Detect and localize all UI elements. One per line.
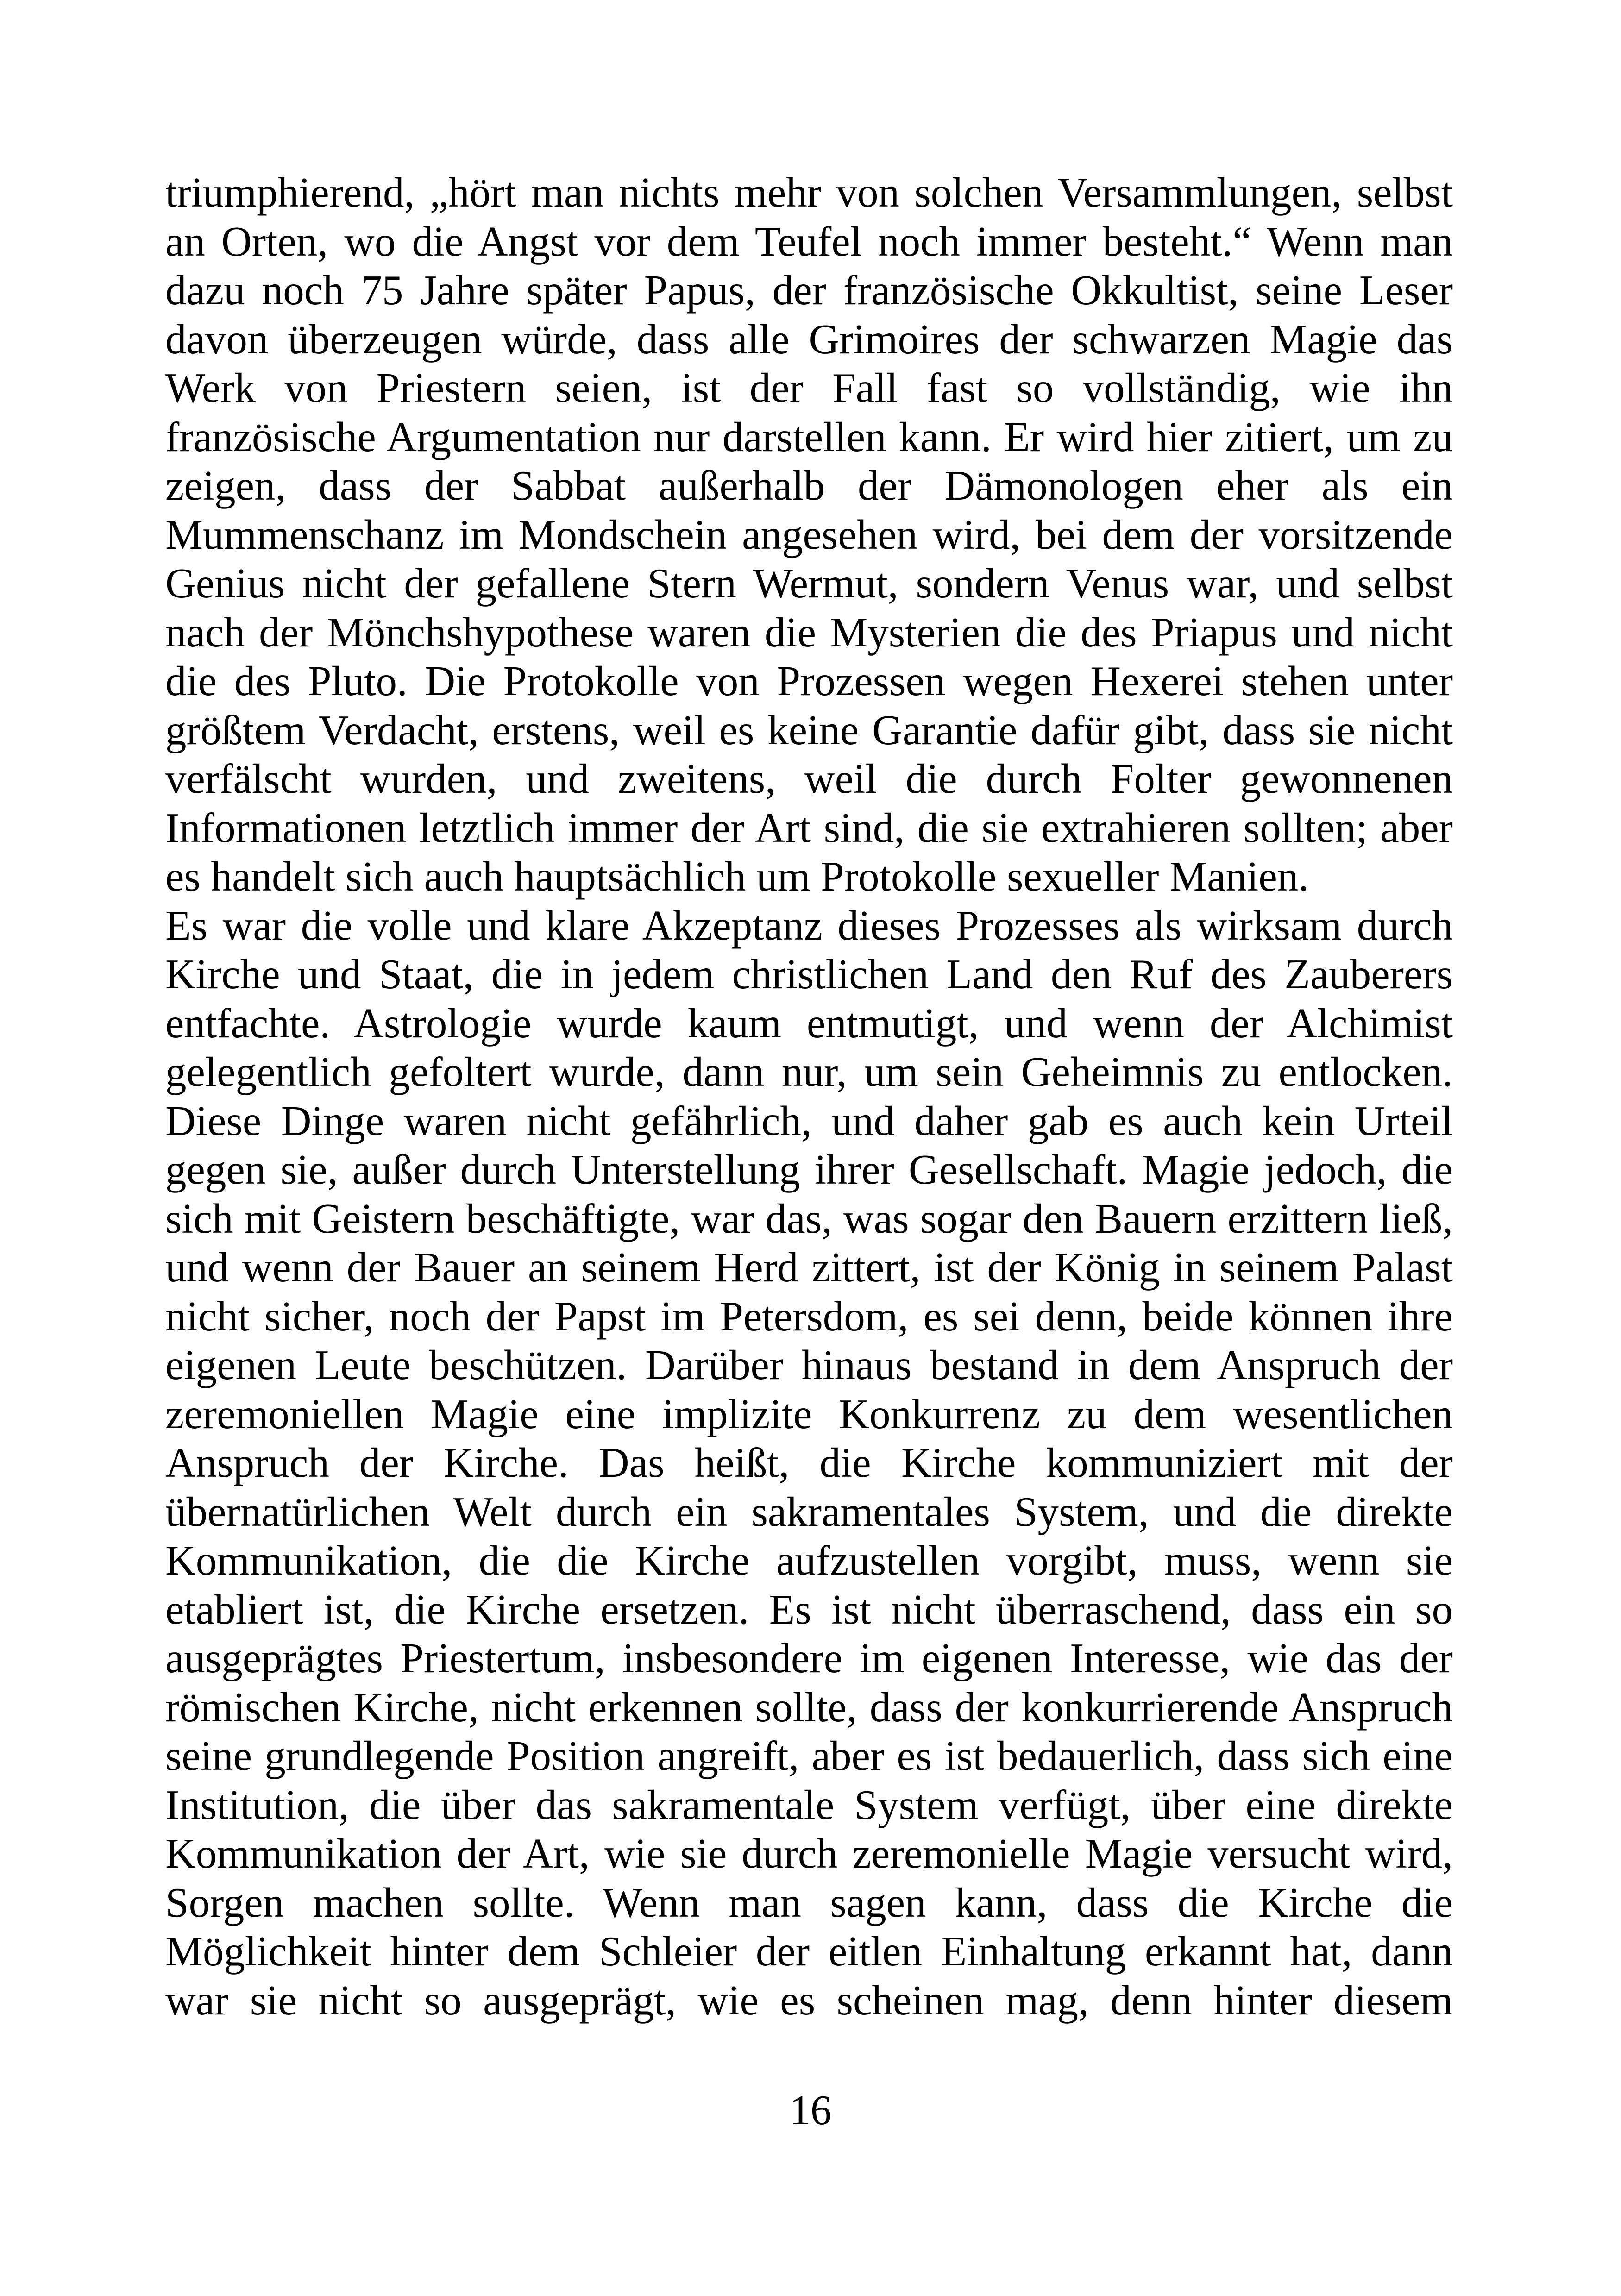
text-line: Anspruch der Kirche. Das heißt, die Kirche kommuniziert mit der (165, 1439, 1453, 1486)
text-line: verfälscht wurden, und zweitens, weil die durch Folter gewonnenen (165, 755, 1453, 802)
text-line: und wenn der Bauer an seinem Herd zittert, ist der König in seinem Palast (165, 1244, 1453, 1291)
text-line: Diese Dinge waren nicht gefährlich, und daher gab es auch kein Urteil (165, 1097, 1453, 1144)
text-line: es handelt sich auch hauptsächlich um Protokolle sexueller Manien. (165, 853, 1309, 900)
text-line: die des Pluto. Die Protokolle von Prozessen wegen Hexerei stehen unter (165, 658, 1453, 704)
text-line: Es war die volle und klare Akzeptanz dieses Prozesses als wirksam durch (165, 902, 1453, 949)
text-line: Institution, die über das sakramentale System verfügt, über eine direkte (165, 1781, 1453, 1828)
text-line: Informationen letztlich immer der Art sind, die sie extrahieren sollten; aber (165, 804, 1453, 851)
text-line: nicht sicher, noch der Papst im Petersdom, es sei denn, beide können ihre (165, 1292, 1453, 1340)
text-line: zeigen, dass der Sabbat außerhalb der Dämonologen eher als ein (165, 462, 1453, 509)
text-line: etabliert ist, die Kirche ersetzen. Es ist nicht überraschend, dass ein so (165, 1586, 1453, 1633)
text-line: zeremoniellen Magie eine implizite Konkurrenz zu dem wesentlichen (165, 1390, 1453, 1437)
text-line: sich mit Geistern beschäftigte, war das, was sogar den Bauern erzittern ließ, (165, 1195, 1453, 1242)
text-line: römischen Kirche, nicht erkennen sollte, dass der konkurrierende Anspruch (165, 1683, 1453, 1731)
text-line: seine grundlegende Position angreift, aber es ist bedauerlich, dass sich eine (165, 1732, 1453, 1779)
text-line: entfachte. Astrologie wurde kaum entmutigt, und wenn der Alchimist (165, 999, 1453, 1047)
text-line: nach der Mönchshypothese waren die Mysterien die des Priapus und nicht (165, 609, 1453, 656)
text-line: an Orten, wo die Angst vor dem Teufel noch immer besteht.“ Wenn man (165, 218, 1453, 265)
text-line: triumphierend, „hört man nichts mehr von solchen Versammlungen, selbst (165, 169, 1453, 216)
text-line: dazu noch 75 Jahre später Papus, der französische Okkultist, seine Leser (165, 267, 1453, 314)
text-line: französische Argumentation nur darstellen kann. Er wird hier zitiert, um zu (165, 413, 1453, 460)
paragraph (165, 901, 1453, 2025)
text-line: eigenen Leute beschützen. Darüber hinaus bestand in dem Anspruch der (165, 1342, 1453, 1388)
body-text (165, 168, 1453, 2025)
paragraph (165, 168, 1453, 901)
text-line: Möglichkeit hinter dem Schleier der eitlen Einhaltung erkannt hat, dann (165, 1928, 1453, 1975)
text-line: gegen sie, außer durch Unterstellung ihrer Gesellschaft. Magie jedoch, die (165, 1146, 1453, 1193)
text-line: Mummenschanz im Mondschein angesehen wird, bei dem der vorsitzende (165, 511, 1453, 558)
text-line: ausgeprägtes Priestertum, insbesondere im eigenen Interesse, wie das der (165, 1635, 1453, 1681)
text-line: übernatürlichen Welt durch ein sakramentales System, und die direkte (165, 1488, 1453, 1535)
text-line: Kommunikation der Art, wie sie durch zeremonielle Magie versucht wird, (165, 1830, 1453, 1877)
text-line: war sie nicht so ausgeprägt, wie es scheinen mag, denn hinter diesem (165, 1976, 1453, 2024)
page-number: 16 (789, 2087, 832, 2133)
text-line: Kommunikation, die die Kirche aufzustellen vorgibt, muss, wenn sie (165, 1537, 1453, 1584)
text-line: davon überzeugen würde, dass alle Grimoires der schwarzen Magie das (165, 315, 1453, 363)
text-line: Genius nicht der gefallene Stern Wermut, sondern Venus war, und selbst (165, 560, 1453, 607)
text-line: gelegentlich gefoltert wurde, dann nur, um sein Geheimnis zu entlocken. (165, 1048, 1453, 1095)
text-line: Werk von Priestern seien, ist der Fall fast so vollständig, wie ihn (165, 364, 1453, 411)
text-line: Kirche und Staat, die in jedem christlichen Land den Ruf des Zauberers (165, 951, 1453, 997)
text-line: Sorgen machen sollte. Wenn man sagen kann, dass die Kirche die (165, 1879, 1453, 1926)
text-line: größtem Verdacht, erstens, weil es keine Garantie dafür gibt, dass sie nicht (165, 706, 1453, 753)
